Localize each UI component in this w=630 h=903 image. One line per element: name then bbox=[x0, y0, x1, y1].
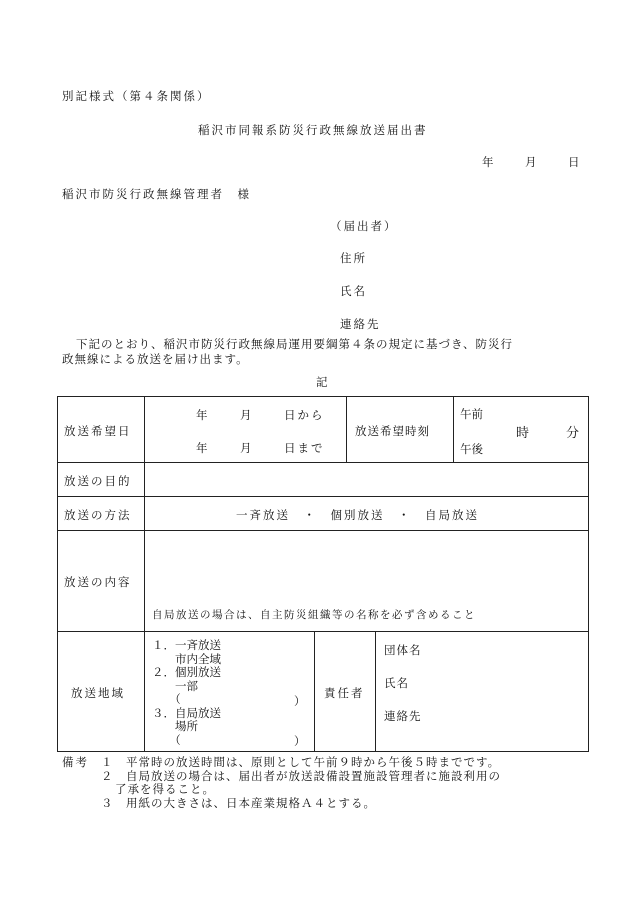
addressee: 稲沢市防災行政無線管理者 様 bbox=[62, 187, 251, 201]
area-label: 放送地域 bbox=[71, 686, 125, 700]
remark-item-1: １ 平常時の放送時間は、原則として午前９時から午後５時までです。 bbox=[101, 755, 501, 769]
table-rule bbox=[57, 496, 589, 497]
ki-heading: 記 bbox=[316, 375, 328, 389]
to-day: 日まで bbox=[284, 441, 325, 455]
to-year: 年 bbox=[196, 441, 208, 455]
area-line: （ bbox=[152, 692, 181, 706]
responsible-label: 責任者 bbox=[324, 686, 365, 700]
hour-label: 時 bbox=[516, 426, 530, 441]
paren-close-1: ） bbox=[294, 694, 306, 708]
table-rule bbox=[346, 396, 347, 462]
remarks-label: 備考 bbox=[62, 755, 89, 769]
table-rule bbox=[57, 530, 589, 531]
intro-line-2: 政無線による放送を届け出ます。 bbox=[62, 352, 249, 366]
area-line: １．一斉放送 bbox=[152, 638, 221, 652]
area-line: 場所 bbox=[152, 719, 198, 733]
area-line: 一部 bbox=[152, 678, 198, 693]
from-day: 日から bbox=[284, 408, 325, 422]
applicant-heading: （届出者） bbox=[330, 219, 398, 233]
from-month: 月 bbox=[240, 408, 252, 422]
applicant-name-label: 氏名 bbox=[340, 284, 367, 298]
from-year: 年 bbox=[196, 408, 208, 422]
group-name-label: 団体名 bbox=[384, 643, 422, 657]
remark-item-2: ２ 自局放送の場合は、届出者が放送設備設置施設管理者に施設利用の bbox=[101, 769, 501, 783]
table-rule bbox=[453, 396, 454, 462]
content-label: 放送の内容 bbox=[64, 575, 132, 589]
table-rule bbox=[57, 631, 589, 632]
document-title: 稲沢市同報系防災行政無線放送届出書 bbox=[198, 123, 428, 137]
am-label: 午前 bbox=[460, 407, 483, 421]
area-line: 市内全域 bbox=[152, 651, 221, 666]
to-month: 月 bbox=[240, 441, 252, 455]
purpose-label: 放送の目的 bbox=[64, 474, 132, 488]
date-year: 年 bbox=[482, 155, 494, 169]
area-line: （ bbox=[152, 732, 181, 747]
area-line: ２．個別放送 bbox=[152, 665, 221, 679]
desired-time-label: 放送希望時刻 bbox=[355, 424, 430, 438]
date-month: 月 bbox=[525, 155, 537, 169]
table-rule bbox=[144, 396, 145, 752]
remark-item-2-cont: 了承を得ること。 bbox=[115, 782, 215, 796]
content-note: 自局放送の場合は、自主防災組織等の名称を必ず含めること bbox=[152, 609, 476, 621]
desired-date-label: 放送希望日 bbox=[64, 424, 132, 438]
method-options: 一斉放送 ・ 個別放送 ・ 自局放送 bbox=[236, 508, 479, 522]
table-rule bbox=[57, 462, 589, 463]
responsible-contact-label: 連絡先 bbox=[384, 709, 422, 723]
applicant-address-label: 住所 bbox=[340, 251, 367, 265]
intro-line-1: 下記のとおり、稲沢市防災行政無線局運用要綱第４条の規定に基づき、防災行 bbox=[76, 337, 514, 351]
pm-label: 午後 bbox=[460, 442, 483, 456]
area-line: ３．自局放送 bbox=[152, 705, 221, 720]
applicant-contact-label: 連絡先 bbox=[340, 317, 381, 331]
table-rule bbox=[375, 631, 376, 752]
form-header: 別記様式（第４条関係） bbox=[62, 89, 211, 103]
paren-close-2: ） bbox=[294, 734, 306, 748]
date-day: 日 bbox=[568, 155, 580, 169]
method-label: 放送の方法 bbox=[64, 508, 132, 522]
table-rule bbox=[314, 631, 315, 752]
area-options bbox=[152, 639, 221, 747]
minute-label: 分 bbox=[566, 426, 580, 441]
responsible-name-label: 氏名 bbox=[384, 676, 409, 690]
remark-item-3: ３ 用紙の大きさは、日本産業規格Ａ４とする。 bbox=[101, 796, 376, 810]
